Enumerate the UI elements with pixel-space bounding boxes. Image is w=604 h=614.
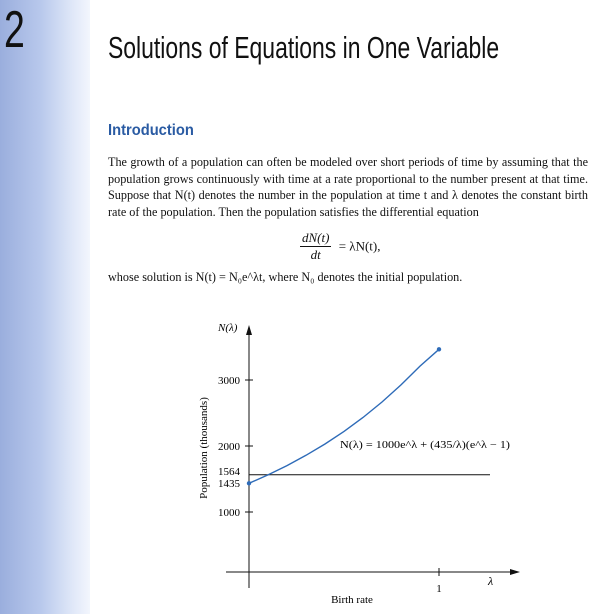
x-axis-label: Birth rate bbox=[331, 594, 373, 606]
y-axis-arrow bbox=[246, 325, 252, 335]
curve-label: N(λ) = 1000e^λ + (435/λ)(e^λ − 1) bbox=[340, 440, 511, 451]
equation-denominator: dt bbox=[310, 247, 321, 262]
solution-sentence: whose solution is N(t) = N₀e^λt, where N₀ denotes the initial population. bbox=[108, 270, 463, 284]
population-curve bbox=[249, 349, 439, 483]
y-tick-label: 3000 bbox=[218, 375, 240, 387]
y-tick-label: 2000 bbox=[218, 441, 240, 453]
marked-value-label: 1564 bbox=[218, 465, 240, 478]
x-tick-label: 1 bbox=[436, 583, 442, 595]
curve-end-point bbox=[437, 347, 441, 351]
section-heading: Introduction bbox=[108, 122, 194, 139]
x-axis-arrow bbox=[510, 569, 520, 575]
chapter-title: Solutions of Equations in One Variable bbox=[108, 30, 500, 65]
curve-start-point bbox=[247, 481, 251, 485]
equation-numerator: dN(t) bbox=[302, 230, 330, 245]
equation-rhs: = λN(t), bbox=[338, 238, 381, 254]
y-axis-symbol: N(λ) bbox=[218, 322, 238, 334]
x-axis-symbol: λ bbox=[488, 574, 494, 588]
y-axis-label: Population (thousands) bbox=[198, 397, 210, 499]
chapter-number: 2 bbox=[4, 1, 25, 59]
y-tick-label: 1000 bbox=[218, 507, 240, 519]
intro-paragraph: The growth of a population can often be modeled over short periods of time by assuming that the population grows continuously with time at a rate proportional to the number present at that time. Suppose that N(t) denotes the number in the population at time t and λ denotes the constant birth rate of the population. Then the population satisfies the differential equation bbox=[108, 155, 588, 219]
marked-value-label: 1435 bbox=[218, 477, 240, 490]
